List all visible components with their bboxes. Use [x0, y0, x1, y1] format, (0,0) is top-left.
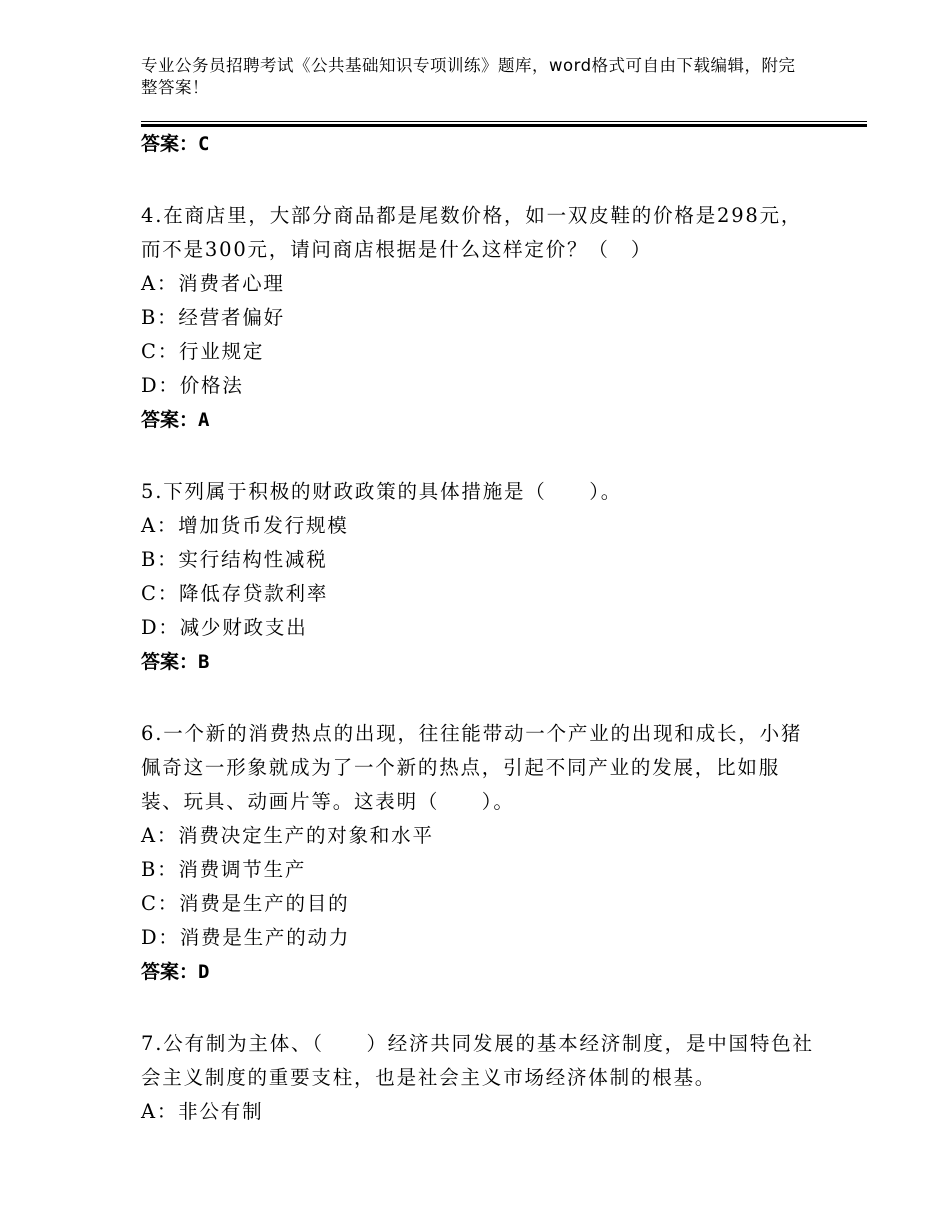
question-6 [141, 717, 821, 987]
option-b: B：消费调节生产 [141, 858, 307, 881]
option-b: B：经营者偏好 [141, 306, 285, 329]
answer-label: 答案： [141, 961, 199, 983]
question-answer [141, 405, 821, 435]
option-d: D：价格法 [141, 374, 244, 397]
document-header: 专业公务员招聘考试《公共基础知识专项训练》题库，word格式可自由下载编辑，附完整答案！ [141, 56, 796, 97]
question-text: 5.下列属于积极的财政政策的具体措施是（ ）。 [141, 480, 623, 503]
question-answer [141, 647, 821, 677]
option-a: A：消费决定生产的对象和水平 [141, 824, 434, 847]
question-text: 4.在商店里，大部分商品都是尾数价格，如一双皮鞋的价格是298元，而不是300元，请问商店根据是什么这样定价？（ ） [141, 204, 803, 261]
question-4 [141, 199, 821, 435]
answer-value: A [198, 409, 210, 431]
option-a: A：增加货币发行规模 [141, 514, 349, 537]
option-b: B：实行结构性减税 [141, 548, 328, 571]
header-rule-thin [141, 121, 867, 122]
question-text: 7.公有制为主体、（ ）经济共同发展的基本经济制度，是中国特色社会主义制度的重要支柱，也是社会主义市场经济体制的根基。 [141, 1032, 814, 1089]
option-a: A：非公有制 [141, 1100, 264, 1123]
answer-label: 答案： [141, 651, 199, 673]
question-text: 6.一个新的消费热点的出现，往往能带动一个产业的出现和成长，小猪佩奇这一形象就成为了一个新的热点，引起不同产业的发展，比如服装、玩具、动画片等。这表明（ ）。 [141, 722, 803, 813]
option-d: D：消费是生产的动力 [141, 926, 351, 949]
answer-value: C [198, 133, 210, 155]
option-d: D：减少财政支出 [141, 616, 308, 639]
question-answer [141, 957, 821, 987]
option-c: C：行业规定 [141, 340, 265, 363]
option-a: A：消费者心理 [141, 272, 285, 295]
header-rule-thick [141, 124, 867, 127]
option-c: C：降低存贷款利率 [141, 582, 329, 605]
option-c: C：消费是生产的目的 [141, 892, 350, 915]
question-5 [141, 475, 821, 677]
previous-answer [141, 129, 821, 159]
answer-label: 答案： [141, 133, 199, 155]
question-list [141, 129, 821, 1129]
question-7 [141, 1027, 821, 1129]
answer-label: 答案： [141, 409, 199, 431]
answer-value: B [198, 651, 210, 673]
answer-value: D [198, 961, 210, 983]
